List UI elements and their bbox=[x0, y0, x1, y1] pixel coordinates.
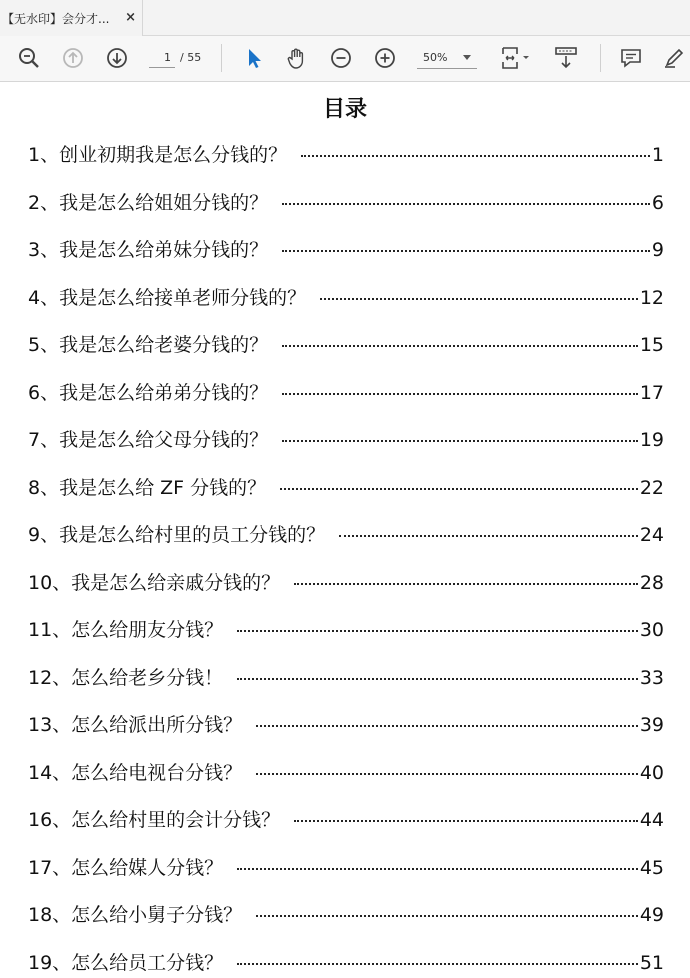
toc-entry[interactable] bbox=[28, 378, 664, 408]
toc-entry-title: 7、我是怎么给父母分钱的？ bbox=[28, 429, 269, 451]
toc-entry[interactable] bbox=[28, 188, 664, 218]
toc-entry-page: 12 bbox=[639, 286, 664, 309]
toc-leader-dots bbox=[282, 440, 638, 442]
toc-entry[interactable] bbox=[28, 853, 664, 883]
toc-entry-page: 28 bbox=[639, 571, 664, 594]
toc-leader-dots bbox=[282, 203, 650, 205]
toc-entry-page: 15 bbox=[639, 334, 664, 356]
toc-entry-page: 22 bbox=[639, 476, 664, 499]
toc-entry-title: 19、怎么给员工分钱？ bbox=[28, 951, 224, 974]
toc-entry[interactable] bbox=[28, 615, 664, 645]
toc-entry-page: 44 bbox=[639, 809, 664, 831]
toc-leader-dots bbox=[339, 535, 638, 537]
toc-entry-page: 1 bbox=[651, 144, 664, 166]
toc-entry[interactable] bbox=[28, 758, 664, 788]
toc-entry-page: 19 bbox=[639, 429, 664, 451]
toc-entry-page: 6 bbox=[651, 191, 664, 214]
toc-entry-page: 51 bbox=[639, 951, 664, 974]
comment-icon[interactable] bbox=[617, 44, 645, 72]
toc-leader-dots bbox=[237, 868, 638, 870]
toc-entry-title: 9、我是怎么给村里的员工分钱的？ bbox=[28, 524, 326, 546]
toc-entry-title: 4、我是怎么给接单老师分钱的？ bbox=[28, 286, 307, 309]
previous-page-icon[interactable] bbox=[59, 44, 87, 72]
toc-entry-page: 24 bbox=[639, 524, 664, 546]
toc-entry-title: 2、我是怎么给姐姐分钱的？ bbox=[28, 191, 269, 214]
toc-entry-title: 14、怎么给电视台分钱？ bbox=[28, 761, 243, 784]
toc-leader-dots bbox=[237, 678, 638, 680]
toc-entry-title: 10、我是怎么给亲戚分钱的？ bbox=[28, 571, 281, 594]
toc-entry[interactable] bbox=[28, 283, 664, 313]
toc-entry[interactable] bbox=[28, 948, 664, 978]
toc-entry[interactable] bbox=[28, 473, 664, 503]
toc-entry-page: 30 bbox=[639, 619, 664, 641]
toc-leader-dots bbox=[320, 298, 638, 300]
toc-entry[interactable] bbox=[28, 425, 664, 455]
toolbar-divider bbox=[221, 44, 222, 72]
toc-entry-title: 16、怎么给村里的会计分钱？ bbox=[28, 809, 281, 831]
toc-entry[interactable] bbox=[28, 900, 664, 930]
close-tab-icon[interactable]: × bbox=[125, 10, 136, 25]
toc-entry-page: 9 bbox=[651, 239, 664, 261]
toc-leader-dots bbox=[280, 488, 638, 490]
toc-entry-title: 11、怎么给朋友分钱？ bbox=[28, 619, 224, 641]
toc-leader-dots bbox=[282, 393, 638, 395]
page-title: 目录 bbox=[322, 97, 367, 122]
fit-page-icon[interactable] bbox=[497, 44, 535, 72]
toc-leader-dots bbox=[237, 630, 638, 632]
toc-entry-title: 12、怎么给老乡分钱！ bbox=[28, 666, 224, 689]
select-pointer-icon[interactable] bbox=[240, 44, 268, 72]
toc-leader-dots bbox=[301, 155, 650, 157]
toc-entry[interactable] bbox=[28, 568, 664, 598]
page-number-input[interactable] bbox=[149, 48, 175, 68]
toc-leader-dots bbox=[282, 345, 638, 347]
zoom-level-value: 50% bbox=[423, 51, 448, 64]
toc-entry[interactable] bbox=[28, 140, 664, 170]
toc-entry-title: 3、我是怎么给弟妹分钱的？ bbox=[28, 239, 269, 261]
document-tab-title: 【无水印】会分才... bbox=[2, 11, 110, 26]
hand-tool-icon[interactable] bbox=[283, 44, 311, 72]
zoom-search-icon[interactable] bbox=[15, 44, 43, 72]
toc-entry-page: 39 bbox=[639, 714, 664, 736]
next-page-icon[interactable] bbox=[103, 44, 131, 72]
toolbar-divider bbox=[600, 44, 601, 72]
chevron-down-icon bbox=[463, 55, 471, 60]
toc-entry-page: 45 bbox=[639, 856, 664, 879]
toc-entry[interactable] bbox=[28, 235, 664, 265]
document-tab[interactable] bbox=[0, 0, 143, 36]
toc-leader-dots bbox=[256, 773, 638, 775]
toc-entry[interactable] bbox=[28, 520, 664, 550]
toc-entry-page: 49 bbox=[639, 904, 664, 926]
toc-leader-dots bbox=[294, 583, 638, 585]
toc-leader-dots bbox=[294, 820, 638, 822]
toc-leader-dots bbox=[237, 963, 638, 965]
toc-entry[interactable] bbox=[28, 805, 664, 835]
highlight-pen-icon[interactable] bbox=[660, 44, 688, 72]
toc-entry-page: 33 bbox=[639, 666, 664, 689]
toc-leader-dots bbox=[256, 915, 638, 917]
toc-entry-title: 5、我是怎么给老婆分钱的？ bbox=[28, 334, 269, 356]
page-total: / 55 bbox=[180, 51, 202, 64]
toc-entry-title: 6、我是怎么给弟弟分钱的？ bbox=[28, 381, 269, 404]
toc-entry-title: 1、创业初期我是怎么分钱的？ bbox=[28, 144, 288, 166]
document-page bbox=[0, 82, 690, 978]
scroll-mode-icon[interactable] bbox=[552, 44, 580, 72]
toc-entry-page: 40 bbox=[639, 761, 664, 784]
toc-entry-title: 18、怎么给小舅子分钱？ bbox=[28, 904, 243, 926]
toc-entry[interactable] bbox=[28, 663, 664, 693]
toc-entry-page: 17 bbox=[639, 381, 664, 404]
zoom-in-icon[interactable] bbox=[371, 44, 399, 72]
toc-leader-dots bbox=[282, 250, 650, 252]
toc-entry-title: 13、怎么给派出所分钱？ bbox=[28, 714, 243, 736]
zoom-level-select[interactable] bbox=[417, 47, 477, 69]
toc-entry[interactable] bbox=[28, 710, 664, 740]
tab-bar bbox=[0, 0, 690, 36]
toc-entry[interactable] bbox=[28, 330, 664, 360]
zoom-out-icon[interactable] bbox=[327, 44, 355, 72]
toc-leader-dots bbox=[256, 725, 638, 727]
toc-entry-title: 8、我是怎么给 ZF 分钱的？ bbox=[28, 476, 267, 499]
pdf-toolbar bbox=[0, 36, 690, 82]
toc-entry-title: 17、怎么给媒人分钱？ bbox=[28, 856, 224, 879]
